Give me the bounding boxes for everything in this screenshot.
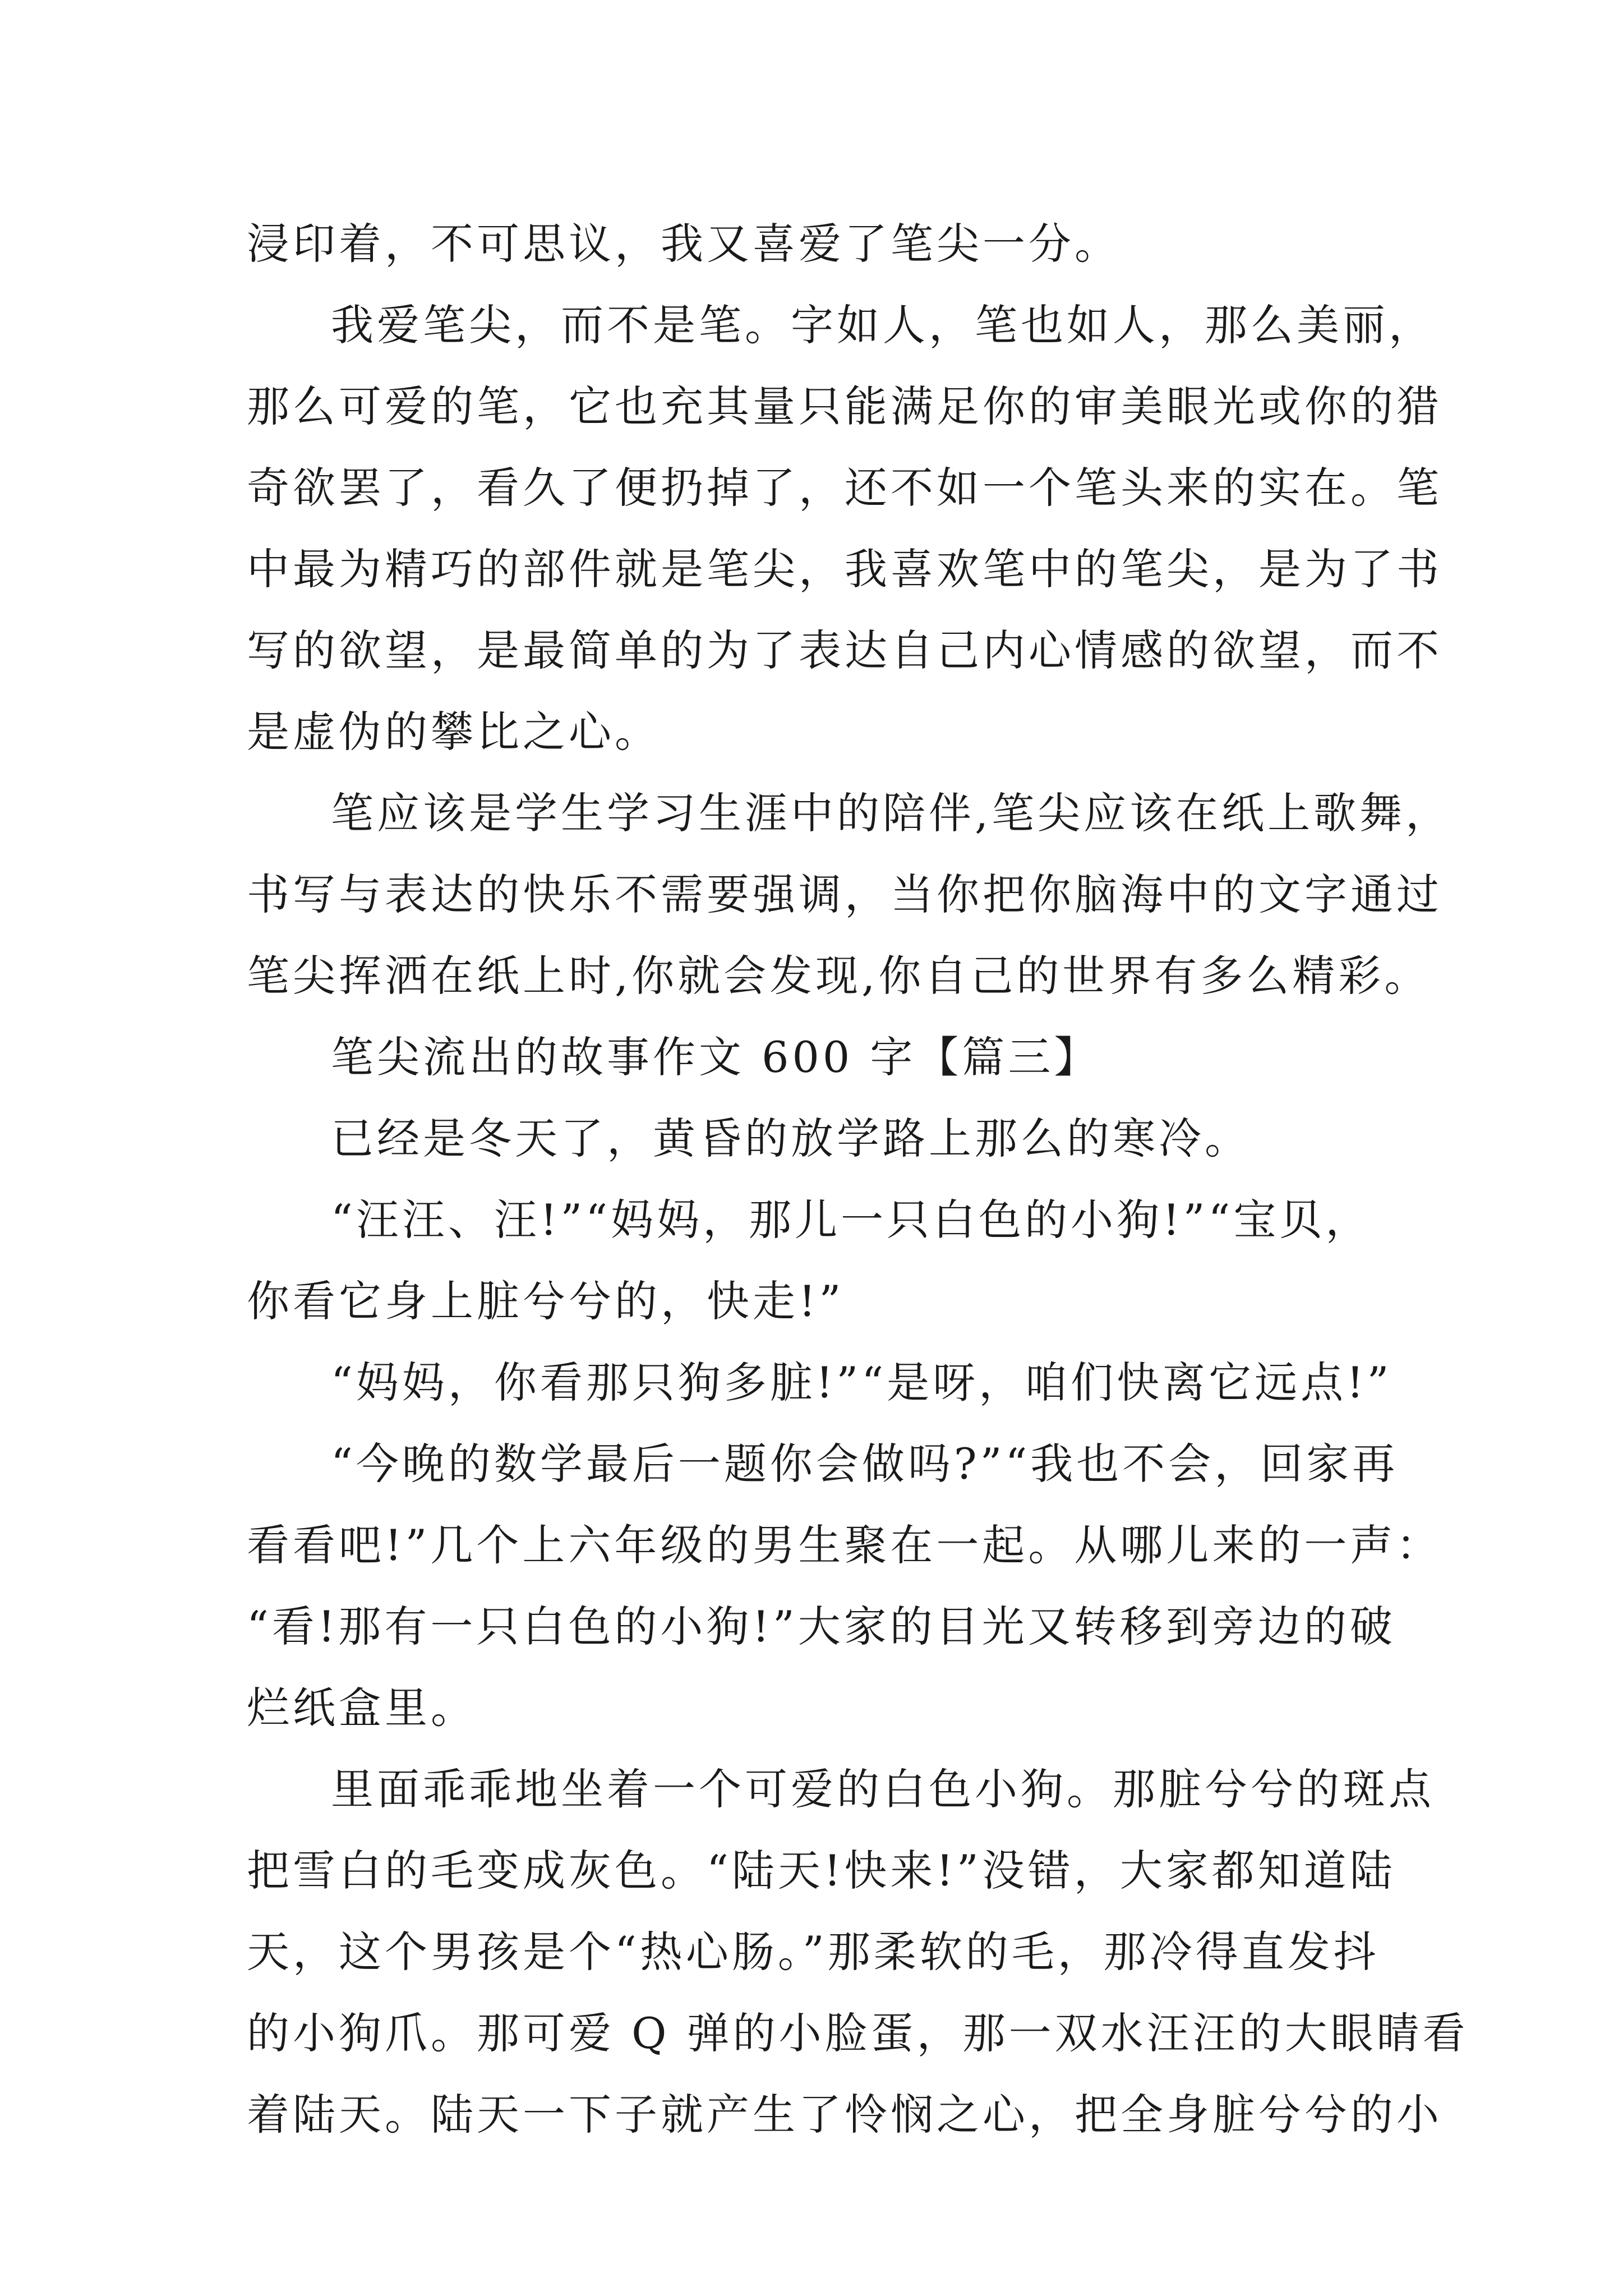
text-line: 我爱笔尖，而不是笔。字如人，笔也如人，那么美丽， — [331, 300, 1435, 350]
text-line: 浸印着，不可思议，我又喜爱了笔尖一分。 — [247, 219, 1121, 269]
text-line: 那么可爱的笔，它也充其量只能满足你的审美眼光或你的猎 — [247, 381, 1442, 431]
text-line: 是虚伪的攀比之心。 — [247, 707, 661, 757]
text-line: “看!那有一只白色的小狗!”大家的目光又转移到旁边的破 — [247, 1602, 1396, 1651]
section-heading: 笔尖流出的故事作文 600 字【篇三】 — [331, 1032, 1100, 1082]
text-line: 你看它身上脏兮兮的，快走!” — [247, 1276, 845, 1326]
text-line: 写的欲望，是最简单的为了表达自己内心情感的欲望，而不 — [247, 625, 1442, 675]
text-line: 看看吧!”几个上六年级的男生聚在一起。从哪儿来的一声： — [247, 1520, 1442, 1570]
text-line: “今晚的数学最后一题你会做吗?”“我也不会，回家再 — [331, 1439, 1399, 1489]
text-line: 奇欲罢了，看久了便扔掉了，还不如一个笔头来的实在。笔 — [247, 463, 1442, 513]
text-line: 着陆天。陆天一下子就产生了怜悯之心，把全身脏兮兮的小 — [247, 2090, 1442, 2139]
text-line: 笔尖挥洒在纸上时,你就会发现,你自己的世界有多么精彩。 — [247, 951, 1431, 1001]
text-line: 书写与表达的快乐不需要强调，当你把你脑海中的文字通过 — [247, 869, 1442, 919]
text-line: 把雪白的毛变成灰色。“陆天!快来!”没错，大家都知道陆 — [247, 1846, 1396, 1895]
text-line: 中最为精巧的部件就是笔尖，我喜欢笔中的笔尖，是为了书 — [247, 544, 1442, 594]
text-line: 天，这个男孩是个“热心肠。”那柔软的毛，那冷得直发抖 — [247, 1927, 1380, 1977]
text-line: 的小狗爪。那可爱 Q 弹的小脸蛋，那一双水汪汪的大眼睛看 — [247, 2008, 1469, 2058]
text-line: “妈妈，你看那只狗多脏!”“是呀，咱们快离它远点!” — [331, 1358, 1393, 1407]
text-line: “汪汪、汪!”“妈妈，那儿一只白色的小狗!”“宝贝， — [331, 1195, 1372, 1245]
text-line: 烂纸盒里。 — [247, 1683, 477, 1733]
text-line: 已经是冬天了，黄昏的放学路上那么的寒冷。 — [331, 1114, 1251, 1163]
text-line: 笔应该是学生学习生涯中的陪伴,笔尖应该在纸上歌舞， — [331, 788, 1452, 838]
text-line: 里面乖乖地坐着一个可爱的白色小狗。那脏兮兮的斑点 — [331, 1764, 1435, 1814]
